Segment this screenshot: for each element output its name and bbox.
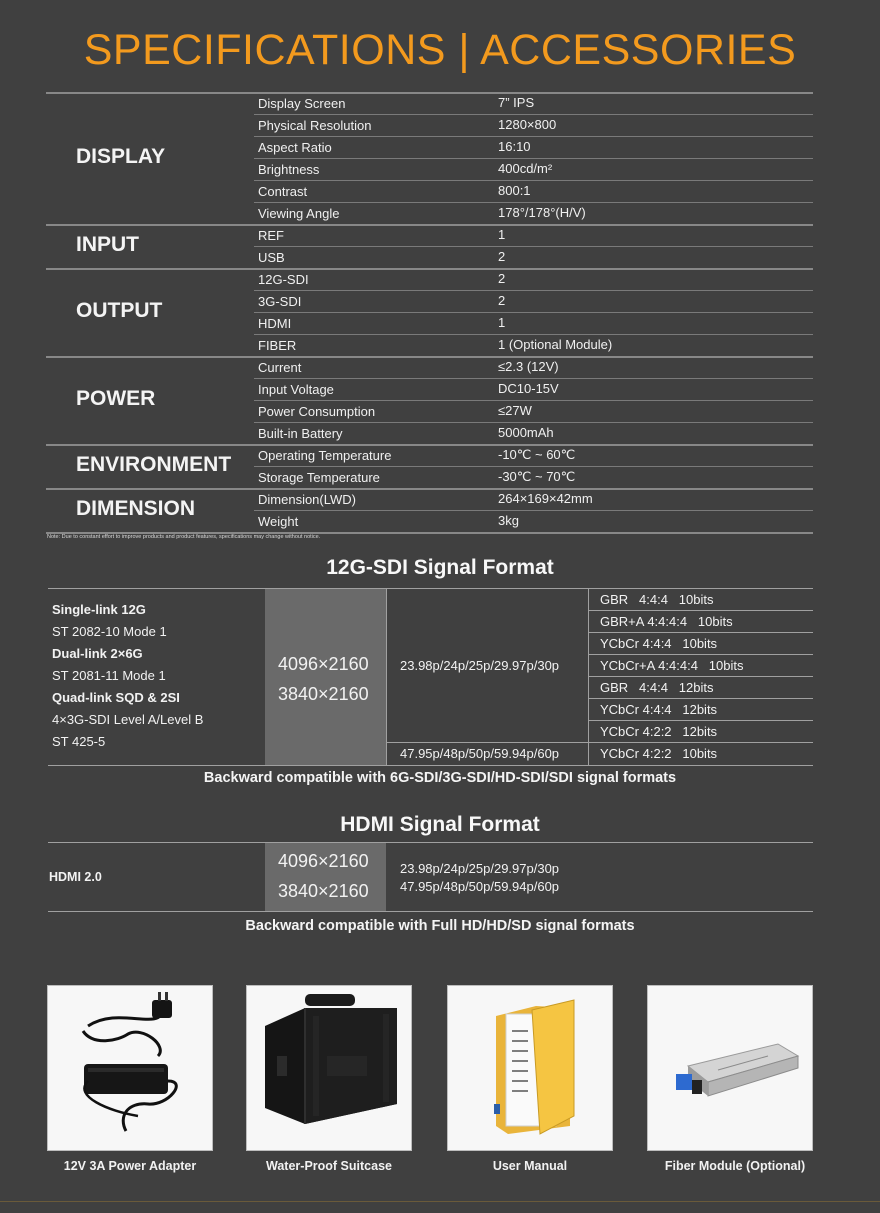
spec-category: POWER <box>76 387 156 410</box>
sdi-resolution-2: 3840×2160 <box>278 684 369 704</box>
spec-key: Operating Temperature <box>258 448 392 463</box>
spec-value: 264×169×42mm <box>498 491 593 506</box>
sdi-link-line: Dual-link 2×6G <box>52 646 143 661</box>
accessory-label-power-adapter: 12V 3A Power Adapter <box>63 1159 197 1173</box>
sdi-resolution-cell <box>265 589 386 765</box>
spec-key: Physical Resolution <box>258 118 372 133</box>
sdi-signal-table <box>48 588 813 766</box>
spec-row-divider <box>254 246 813 247</box>
accessory-label-suitcase: Water-Proof Suitcase <box>266 1159 392 1173</box>
hdmi-compat-note: Backward compatible with Full HD/HD/SD signal formats <box>245 918 635 934</box>
accessory-card-power-adapter <box>47 985 213 1151</box>
sdi-format-divider <box>588 720 813 721</box>
sdi-format-divider <box>588 676 813 677</box>
sdi-format-divider <box>588 742 813 743</box>
user-manual-icon <box>448 986 613 1151</box>
spec-row-divider <box>254 290 813 291</box>
hdmi-resolution-2: 3840×2160 <box>278 881 369 901</box>
spec-value: 1280×800 <box>498 117 557 132</box>
spec-value: 2 <box>498 293 506 308</box>
spec-key: Contrast <box>258 184 308 199</box>
sdi-rate-1: 23.98p/24p/25p/29.97p/30p <box>400 658 560 673</box>
hdmi-signal-table <box>48 842 813 912</box>
sdi-rate-divider <box>386 742 588 743</box>
accessory-label-fiber-module: Fiber Module (Optional) <box>664 1159 806 1173</box>
accessory-card-suitcase <box>246 985 412 1151</box>
hdmi-rate-1: 23.98p/24p/25p/29.97p/30p <box>400 861 560 876</box>
spec-value: 2 <box>498 249 506 264</box>
spec-value: 178°/178°(H/V) <box>498 205 586 220</box>
hdmi-heading: HDMI Signal Format <box>340 813 540 836</box>
spec-key: Brightness <box>258 162 320 177</box>
hdmi-resolution-1: 4096×2160 <box>278 851 369 871</box>
spec-key: Power Consumption <box>258 404 376 419</box>
spec-row-divider <box>254 400 813 401</box>
sdi-rate-2: 47.95p/48p/50p/59.94p/60p <box>400 746 560 761</box>
spec-key: Dimension(LWD) <box>258 492 356 507</box>
sdi-format: YCbCr 4:2:2 12bits <box>600 724 718 739</box>
sdi-bottom-border <box>48 765 813 766</box>
spec-key: 12G-SDI <box>258 272 309 287</box>
spec-value: DC10-15V <box>498 381 559 396</box>
sdi-format: YCbCr 4:4:4 12bits <box>600 702 718 717</box>
spec-row-divider <box>254 466 813 467</box>
spec-row-divider <box>254 334 813 335</box>
spec-row-divider <box>254 114 813 115</box>
sdi-link-line: ST 2081-11 Mode 1 <box>52 668 166 683</box>
spec-value: 400cd/m² <box>498 161 553 176</box>
sdi-col-divider <box>386 588 387 766</box>
spec-value: 3kg <box>498 513 519 528</box>
spec-value: -30℃ ~ 70℃ <box>498 469 576 484</box>
suitcase-icon <box>247 986 412 1151</box>
spec-value: -10℃ ~ 60℃ <box>498 447 576 462</box>
spec-row-divider <box>254 378 813 379</box>
spec-group-divider <box>46 224 813 226</box>
spec-value: 800:1 <box>498 183 531 198</box>
spec-row-divider <box>254 312 813 313</box>
spec-row-divider <box>254 510 813 511</box>
spec-category: DIMENSION <box>76 497 196 520</box>
spec-value: ≤27W <box>498 403 532 418</box>
sdi-resolution-1: 4096×2160 <box>278 654 369 674</box>
accessory-label-user-manual: User Manual <box>492 1159 568 1173</box>
spec-category: ENVIRONMENT <box>76 453 232 476</box>
spec-value: 1 <box>498 315 506 330</box>
spec-row-divider <box>254 422 813 423</box>
spec-value: 1 (Optional Module) <box>498 337 613 352</box>
spec-key: HDMI <box>258 316 292 331</box>
power-adapter-icon <box>48 986 213 1151</box>
sdi-format-divider <box>588 610 813 611</box>
spec-category: OUTPUT <box>76 299 163 322</box>
sdi-format: GBR 4:4:4 12bits <box>600 680 714 695</box>
spec-row-divider <box>254 202 813 203</box>
spec-group-divider <box>46 356 813 358</box>
hdmi-rate-2: 47.95p/48p/50p/59.94p/60p <box>400 879 560 894</box>
sdi-format: GBR 4:4:4 10bits <box>600 592 714 607</box>
spec-category: DISPLAY <box>76 145 166 168</box>
sdi-format-divider <box>588 632 813 633</box>
spec-category: INPUT <box>76 233 139 256</box>
accessory-card-user-manual <box>447 985 613 1151</box>
spec-key: Display Screen <box>258 96 346 111</box>
sdi-format: GBR+A 4:4:4:4 10bits <box>600 614 733 629</box>
spec-row-divider <box>254 158 813 159</box>
sdi-col-divider-2 <box>588 588 589 766</box>
sdi-format: YCbCr 4:4:4 10bits <box>600 636 718 651</box>
spec-value: 2 <box>498 271 506 286</box>
spec-value: 7” IPS <box>498 95 535 110</box>
spec-key: Weight <box>258 514 299 529</box>
spec-value: ≤2.3 (12V) <box>498 359 559 374</box>
sdi-link-line: Quad-link SQD & 2SI <box>52 690 180 705</box>
sdi-link-line: Single-link 12G <box>52 602 146 617</box>
sdi-format: YCbCr+A 4:4:4:4 10bits <box>600 658 744 673</box>
sdi-compat-note: Backward compatible with 6G-SDI/3G-SDI/HD-SDI/SDI signal formats <box>203 770 677 786</box>
sdi-link-line: ST 2082-10 Mode 1 <box>52 624 167 639</box>
spec-key: Built-in Battery <box>258 426 343 441</box>
spec-group-divider <box>46 268 813 270</box>
sdi-top-border <box>48 588 813 589</box>
sdi-heading: 12G-SDI Signal Format <box>326 556 554 579</box>
hdmi-top-border <box>48 842 813 843</box>
spec-value: 1 <box>498 227 506 242</box>
spec-key: FIBER <box>258 338 297 353</box>
specifications-table <box>46 92 813 533</box>
spec-group-divider <box>46 444 813 446</box>
spec-key: Viewing Angle <box>258 206 340 221</box>
spec-top-border <box>46 92 813 94</box>
hdmi-bottom-border <box>48 911 813 912</box>
bottom-divider <box>0 1201 880 1202</box>
sdi-format: YCbCr 4:2:2 10bits <box>600 746 718 761</box>
spec-key: 3G-SDI <box>258 294 302 309</box>
spec-key: USB <box>258 250 285 265</box>
spec-group-divider <box>46 488 813 490</box>
spec-value: 5000mAh <box>498 425 554 440</box>
sdi-format-divider <box>588 654 813 655</box>
accessory-card-fiber-module <box>647 985 813 1151</box>
spec-key: Current <box>258 360 302 375</box>
spec-row-divider <box>254 180 813 181</box>
spec-row-divider <box>254 136 813 137</box>
sdi-link-line: 4×3G-SDI Level A/Level B <box>52 712 204 727</box>
spec-key: Aspect Ratio <box>258 140 332 155</box>
sdi-format-divider <box>588 698 813 699</box>
hdmi-version-label: HDMI 2.0 <box>49 870 102 884</box>
spec-value: 16:10 <box>498 139 531 154</box>
spec-key: Input Voltage <box>258 382 334 397</box>
page-title: SPECIFICATIONS | ACCESSORIES <box>83 26 797 74</box>
spec-key: REF <box>258 228 284 243</box>
spec-key: Storage Temperature <box>258 470 380 485</box>
spec-note: Note: Due to constant effort to improve products and product features, specifications may change without notice. <box>47 534 321 540</box>
fiber-module-icon <box>648 986 813 1151</box>
sdi-link-line: ST 425-5 <box>52 734 106 749</box>
